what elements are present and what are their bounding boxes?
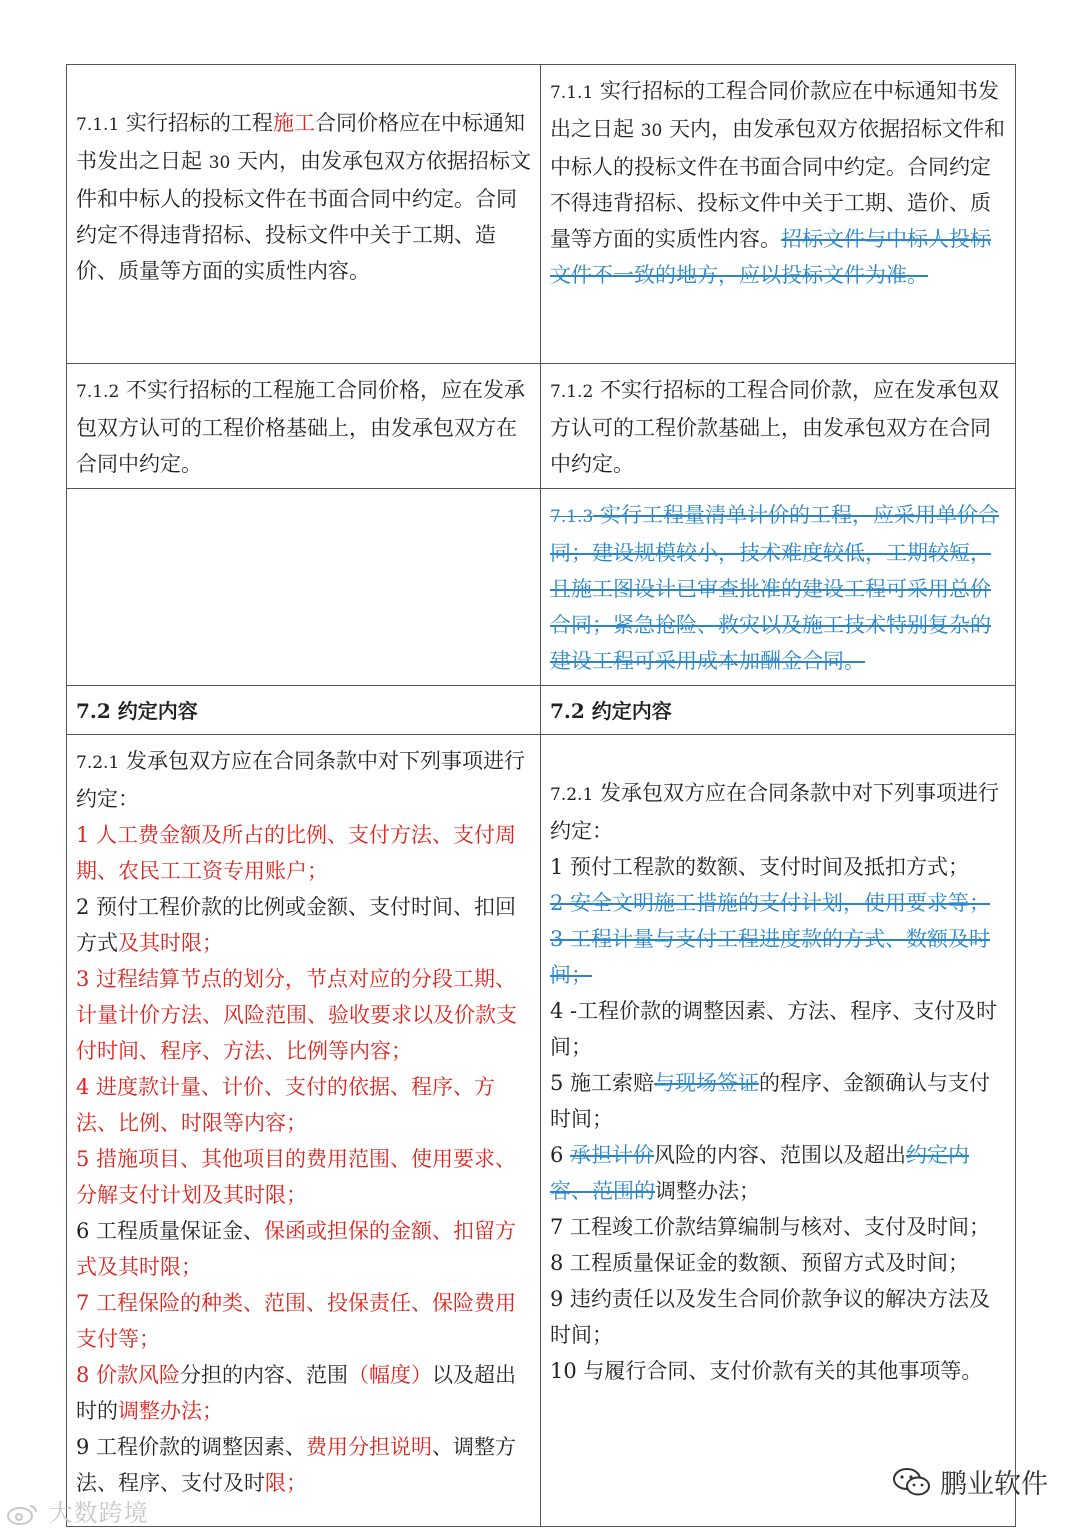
list-item: 7 工程竣工价款结算编制与核对、支付及时间； xyxy=(550,1215,991,1239)
watermark-right xyxy=(892,1462,1048,1501)
list-item: 4 进度款计量、计价、支付的依据、程序、方法、比例、时限等内容； xyxy=(76,1075,496,1135)
list-item: 7.2.1 发承包双方应在合同条款中对下列事项进行约定： xyxy=(76,749,525,811)
deleted-text: 招标文件与中标人投标文件不一致的地方，应以投标文件为准。 xyxy=(550,227,991,287)
list-item: 1 预付工程款的数额、支付时间及抵扣方式； xyxy=(550,855,970,879)
comparison-table xyxy=(66,64,1016,1527)
section-heading-row xyxy=(67,686,1016,735)
weibo-logo-icon xyxy=(6,1502,40,1526)
list-item: 6 工程质量保证金、保函或担保的金额、扣留方式及其时限； xyxy=(76,1219,517,1279)
table-row xyxy=(67,65,1016,364)
list-item: 5 施工索赔与现场签证的程序、金额确认与支付时间； xyxy=(550,1071,991,1131)
table-row xyxy=(67,364,1016,489)
list-item: 9 违约责任以及发生合同价款争议的解决方法及时间； xyxy=(550,1287,991,1347)
cell-empty-left xyxy=(67,489,541,686)
heading-7-2-left: 7.2 约定内容 xyxy=(67,686,541,735)
deleted-text: 实行工程量清单计价的工程，应采用单价合同；建设规模较小，技术难度较低，工期较短，且施工图设计已审查批准的建设工程可采用总价合同；紧急抢险、救灾以及施工技术特别复杂的建设工程可采用成本加酬金合同。 xyxy=(550,503,999,673)
list-item: 2 安全文明施工措施的支付计划，使用要求等； xyxy=(550,891,991,915)
cell-7-1-1-right: 7.1.1 实行招标的工程合同价款应在中标通知书发出之日起 30 天内，由发承包双方依据招标文件和中标人的投标文件在书面合同中约定。合同约定不得违背招标、投标文件中关于工期、造价、质量等方面的实质性内容。招标文件与中标人投标文件不一致的地方，应以投标文件为准。 xyxy=(541,65,1016,364)
cell-7-2-1-right xyxy=(541,735,1016,1527)
watermark-left-text: 大数跨境 xyxy=(48,1499,149,1527)
table-row xyxy=(67,735,1016,1527)
list-item: 8 工程质量保证金的数额、预留方式及时间； xyxy=(550,1251,970,1275)
list-item: 7.2.1 发承包双方应在合同条款中对下列事项进行约定： xyxy=(550,781,999,843)
list-item: 8 价款风险分担的内容、范围（幅度）以及超出时的调整办法； xyxy=(76,1363,517,1423)
list-item: 4 -工程价款的调整因素、方法、程序、支付及时间； xyxy=(550,999,998,1059)
list-item: 6 承担计价风险的内容、范围以及超出约定内容、范围的调整办法； xyxy=(550,1143,970,1203)
list-item: 5 措施项目、其他项目的费用范围、使用要求、分解支付计划及其时限； xyxy=(76,1147,517,1207)
list-item: 3 工程计量与支付工程进度款的方式、数额及时间； xyxy=(550,927,991,987)
list-item: 9 工程价款的调整因素、费用分担说明、调整方法、程序、支付及时限； xyxy=(76,1435,517,1495)
cell-7-1-3-right: 7.1.3 实行工程量清单计价的工程，应采用单价合同；建设规模较小，技术难度较低，工期较短，且施工图设计已审查批准的建设工程可采用总价合同；紧急抢险、救灾以及施工技术特别复杂的建设工程可采用成本加酬金合同。 xyxy=(541,489,1016,686)
list-item: 10 与履行合同、支付价款有关的其他事项等。 xyxy=(550,1359,983,1383)
cell-7-2-1-left xyxy=(67,735,541,1527)
watermark-right-text: 鹏业软件 xyxy=(940,1469,1048,1500)
list-item: 7 工程保险的种类、范围、投保责任、保险费用支付等； xyxy=(76,1291,517,1351)
heading-7-2-right: 7.2 约定内容 xyxy=(541,686,1016,735)
cell-7-1-2-right: 7.1.2 不实行招标的工程合同价款，应在发承包双方认可的工程价款基础上，由发承包双方在合同中约定。 xyxy=(541,364,1016,489)
cell-7-1-2-left: 7.1.2 不实行招标的工程施工合同价格，应在发承包双方认可的工程价格基础上，由发承包双方在合同中约定。 xyxy=(67,364,541,489)
wechat-logo-icon xyxy=(892,1466,932,1498)
table-row xyxy=(67,489,1016,686)
list-item: 3 过程结算节点的划分，节点对应的分段工期、计量计价方法、风险范围、验收要求以及价款支付时间、程序、方法、比例等内容； xyxy=(76,967,517,1063)
cell-7-1-1-left: 7.1.1 实行招标的工程施工合同价格应在中标通知书发出之日起 30 天内，由发承包双方依据招标文件和中标人的投标文件在书面合同中约定。合同约定不得违背招标、投标文件中关于工期、造价、质量等方面的实质性内容。 xyxy=(67,65,541,364)
watermark-left xyxy=(6,1493,149,1528)
list-item: 1 人工费金额及所占的比例、支付方法、支付周期、农民工工资专用账户； xyxy=(76,823,517,883)
list-item: 2 预付工程价款的比例或金额、支付时间、扣回方式及其时限； xyxy=(76,895,517,955)
